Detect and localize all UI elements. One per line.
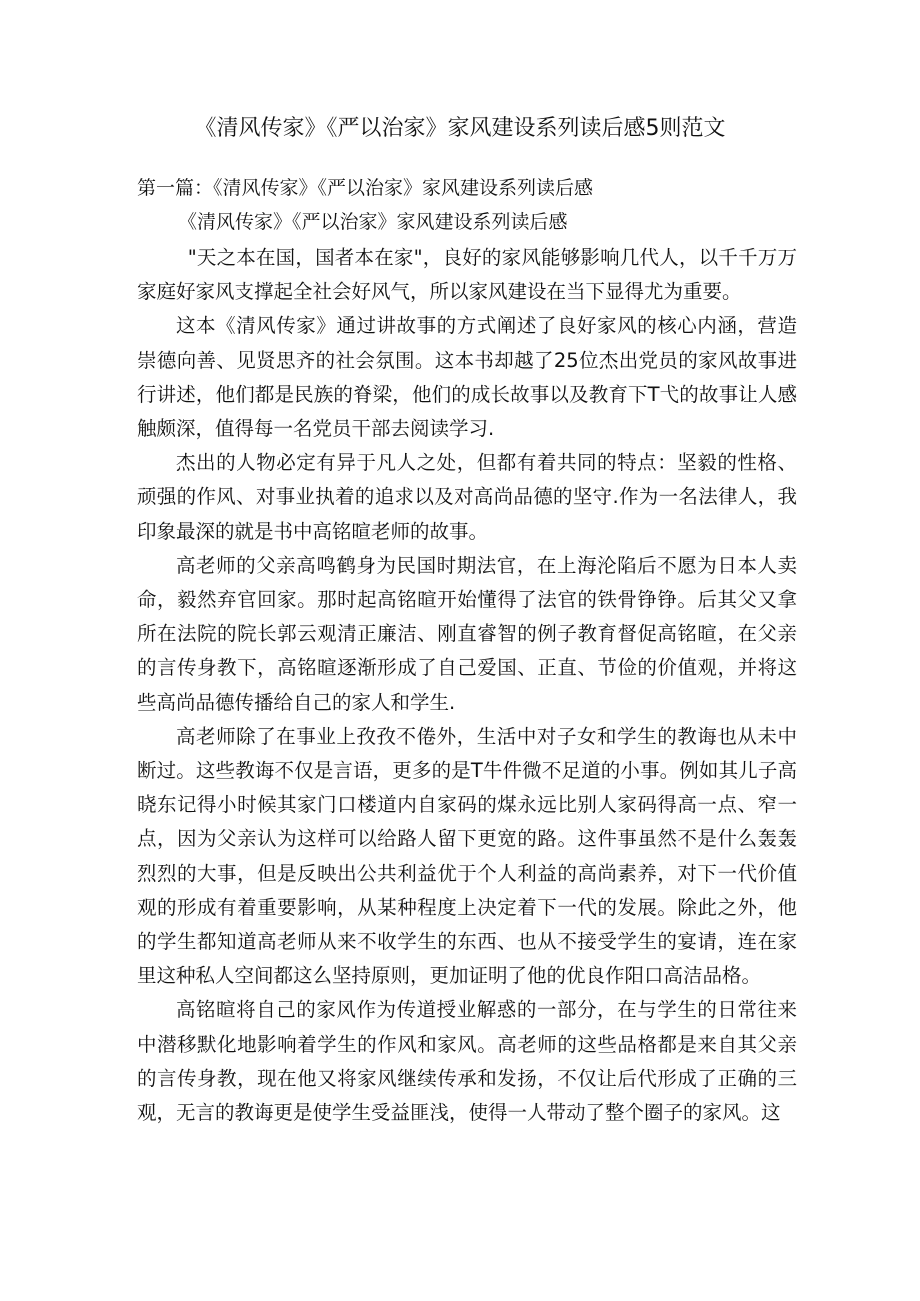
body-text <box>137 241 797 1130</box>
paragraph-4: 高老师的父亲高鸣鹤身为民国时期法官，在上海沦陷后不愿为日本人卖命，毅然弃官回家。那时起高铭暄开始懂得了法官的铁骨铮铮。后其父又拿所在法院的院长郭云观清正廉洁、刚直睿智的例子教育督促高铭暄，在父亲的言传身教下，高铭暄逐渐形成了自己爱国、正直、节俭的价值观，并将这些高尚品德传播给自己的家人和学生. <box>137 553 797 714</box>
paragraph-6: 高铭暄将自己的家风作为传道授业解惑的一部分，在与学生的日常往来中潜移默化地影响着学生的作风和家风。高老师的这些品格都是来自其父亲的言传身教，现在他又将家风继续传承和发扬，不仅让后代形成了正确的三观，无言的教诲更是使学生受益匪浅，使得一人带动了整个圈子的家风。这 <box>137 998 797 1125</box>
paragraph-2: 这本《清风传家》通过讲故事的方式阐述了良好家风的核心内涵，营造崇德向善、见贤思齐的社会氛围。这本书却越了25位杰出党员的家风故事进行讲述，他们都是民族的脊梁，他们的成长故事以及教育下T弋的故事让人感触颇深，值得每一名党员干部去阅读学习. <box>137 314 797 441</box>
section-heading: 第一篇：《清风传家》《严以治家》家风建设系列读后感 <box>137 177 594 199</box>
document-title: 《清风传家》《严以治家》家风建设系列读后感5则范文 <box>194 116 726 141</box>
paragraph-3: 杰出的人物必定有异于凡人之处，但都有着共同的特点：坚毅的性格、顽强的作风、对事业执着的追求以及对高尚品德的坚守.作为一名法律人，我印象最深的就是书中高铭暄老师的故事。 <box>137 451 797 543</box>
paragraph-5: 高老师除了在事业上孜孜不倦外，生活中对子女和学生的教诲也从未中断过。这些教诲不仅是言语，更多的是T牛件微不足道的小事。例如其儿子高晓东记得小时候其家门口楼道内自家码的煤永远比别人家码得高一点、窄一点，因为父亲认为这样可以给路人留下更宽的路。这件事虽然不是什么轰轰烈烈的大事，但是反映出公共利益优于个人利益的高尚素养，对下一代价值观的形成有着重要影响，从某种程度上决定着下一代的发展。除此之外，他的学生都知道高老师从来不收学生的东西、也从不接受学生的宴请，连在家里这种私人空间都这么坚持原则，更加证明了他的优良作阳口高洁品格。 <box>137 724 797 988</box>
paragraph-1: "天之本在国，国者本在家"，良好的家风能够影响几代人，以千千万万家庭好家风支撑起全社会好风气，所以家风建设在当下显得尤为重要。 <box>137 246 797 304</box>
sub-heading: 《清风传家》《严以治家》家风建设系列读后感 <box>178 211 568 233</box>
